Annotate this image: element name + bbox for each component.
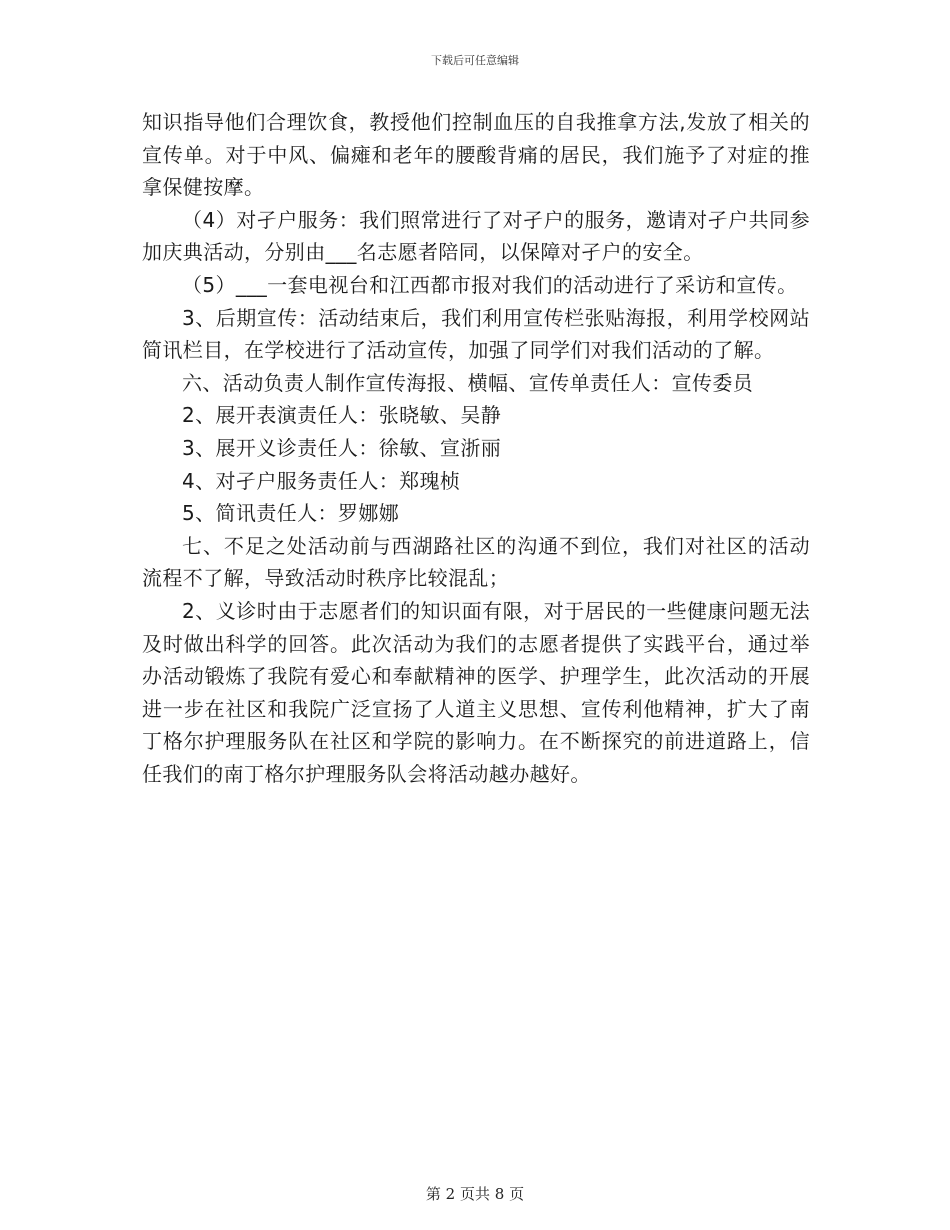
paragraph-media-coverage: （5）___一套电视台和江西都市报对我们的活动进行了采访和宣传。 [182,272,798,297]
paragraph-solitary-lead: 4、对孑户服务责任人：郑瑰桢 [182,468,461,493]
document-body [142,106,810,790]
page-number-footer: 第 2 页共 8 页 [425,1185,525,1203]
paragraph-section-six: 六、活动负责人制作宣传海报、横幅、宣传单责任人：宣传委员 [182,370,754,395]
paragraph-conclusion: 2、义诊时由于志愿者们的知识面有限，对于居民的一些健康问题无法及时做出科学的回答。此次活动为我们的志愿者提供了实践平台，通过举办活动锻炼了我院有爱心和奉献精神的医学、护理学生，此次活动的开展进一步在社区和我院广泛宣扬了人道主义思想、宣传利他精神，扩大了南丁格尔护理服务队在社区和学院的影响力。在不断探究的前进道路上，信任我们的南丁格尔护理服务队会将活动越办越好。 [142,598,810,786]
paragraph-section-seven: 七、不足之处活动前与西湖路社区的沟通不到位，我们对社区的活动流程不了解，导致活动时秩序比较混乱； [142,533,810,591]
paragraph-clinic-lead: 3、展开义诊责任人：徐敏、宣浙丽 [182,435,502,460]
page-header-note: 下载后可任意编辑 [431,54,519,67]
paragraph-diet-guidance: 知识指导他们合理饮食，教授他们控制血压的自我推拿方法,发放了相关的宣传单。对于中风、偏瘫和老年的腰酸背痛的居民，我们施予了对症的推拿保健按摩。 [142,110,810,200]
paragraph-newsletter-lead: 5、简讯责任人：罗娜娜 [182,501,400,526]
paragraph-performance-lead: 2、展开表演责任人：张晓敏、吴静 [182,403,502,428]
paragraph-solitary-service: （4）对孑户服务：我们照常进行了对孑户的服务，邀请对孑户共同参加庆典活动，分别由___名志愿者陪同，以保障对孑户的安全。 [142,207,810,265]
paragraph-later-publicity: 3、后期宣传：活动结束后，我们利用宣传栏张贴海报，利用学校网站简讯栏目，在学校进行了活动宣传，加强了同学们对我们活动的了解。 [142,305,810,363]
